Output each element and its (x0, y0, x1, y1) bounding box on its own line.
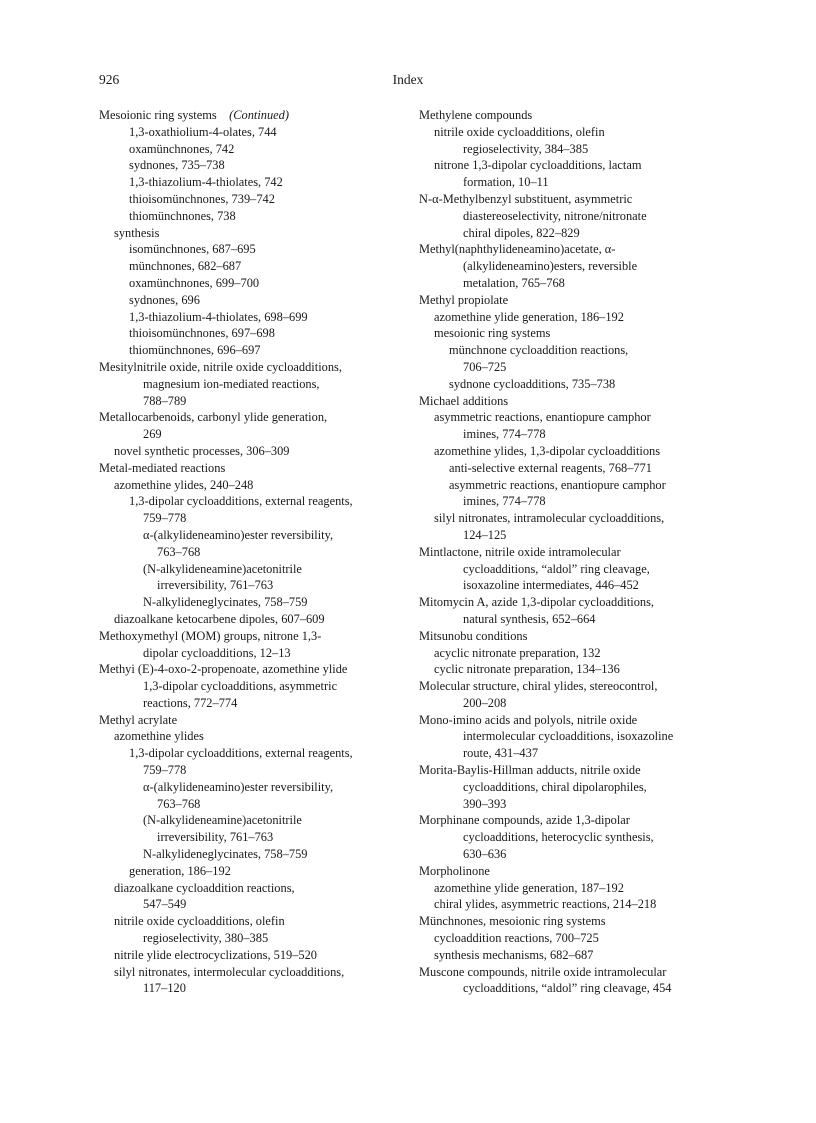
index-line (99, 930, 399, 947)
index-line (419, 477, 719, 494)
index-text: Methyl(naphthylideneamino)acetate, α- (419, 242, 616, 257)
index-line (419, 342, 719, 359)
index-text: isoxazoline intermediates, 446–452 (463, 578, 639, 593)
index-line (419, 527, 719, 544)
index-text: Methyl propiolate (419, 292, 509, 307)
index-text: acyclic nitronate preparation, 132 (434, 645, 601, 660)
index-line (99, 275, 399, 292)
index-line (419, 174, 719, 191)
index-line (99, 812, 399, 829)
index-text: reactions, 772–774 (143, 695, 238, 710)
index-line (99, 527, 399, 544)
index-text: azomethine ylides, 1,3-dipolar cycloadditions (434, 443, 661, 458)
index-line (99, 645, 399, 662)
index-text: 390–393 (463, 796, 507, 811)
index-text: dipolar cycloadditions, 12–13 (143, 645, 291, 660)
index-text: sydnones, 696 (129, 292, 200, 307)
index-line (99, 544, 399, 561)
index-text: diazoalkane cycloaddition reactions, (114, 880, 295, 895)
index-text: Mesoionic ring systems (99, 108, 217, 122)
index-line (419, 863, 719, 880)
index-text: Mintlactone, nitrile oxide intramolecular (419, 544, 621, 559)
index-line (419, 896, 719, 913)
index-line (99, 460, 399, 477)
index-text: azomethine ylide generation, 186–192 (434, 309, 624, 324)
page-header (99, 72, 717, 92)
index-text: Molecular structure, chiral ylides, stereocontrol, (419, 679, 658, 694)
index-text: Mitomycin A, azide 1,3-dipolar cycloadditions, (419, 595, 655, 610)
index-text: Mitsunobu conditions (419, 628, 528, 643)
index-line (419, 577, 719, 594)
index-text: intermolecular cycloadditions, isoxazoline (463, 729, 674, 744)
index-line (419, 493, 719, 510)
index-text: Michael additions (419, 393, 509, 408)
index-text: magnesium ion-mediated reactions, (143, 376, 320, 391)
index-line (419, 309, 719, 326)
index-text: metalation, 765–768 (463, 275, 565, 290)
index-line (99, 309, 399, 326)
index-line (99, 846, 399, 863)
index-line (419, 611, 719, 628)
index-text: diastereoselectivity, nitrone/nitronate (463, 208, 647, 223)
index-text: nitrile oxide cycloadditions, olefin (114, 914, 285, 929)
index-line (99, 762, 399, 779)
index-text: oxamünchnones, 699–700 (129, 275, 260, 290)
index-text: Morphinane compounds, azide 1,3-dipolar (419, 813, 630, 828)
index-text: 200–208 (463, 695, 507, 710)
index-line (419, 880, 719, 897)
index-line (419, 812, 719, 829)
index-text: nitrile oxide cycloadditions, olefin (434, 124, 605, 139)
index-line (99, 292, 399, 309)
running-title: Index (392, 72, 424, 87)
index-text: azomethine ylide generation, 187–192 (434, 880, 624, 895)
index-text: nitrone 1,3-dipolar cycloadditions, lactam (434, 158, 642, 173)
index-line (419, 645, 719, 662)
index-line (419, 325, 719, 342)
index-text: Methyi (E)-4-oxo-2-propenoate, azomethine ylide (99, 662, 348, 677)
index-text: α-(alkylideneamino)ester reversibility, (143, 779, 334, 794)
index-line (419, 544, 719, 561)
index-text: 1,3-oxathiolium-4-olates, 744 (129, 124, 277, 139)
index-line (419, 107, 719, 124)
index-line (419, 426, 719, 443)
index-text: Morpholinone (419, 863, 490, 878)
index-text: Methoxymethyl (MOM) groups, nitrone 1,3- (99, 628, 322, 643)
index-text: mesoionic ring systems (434, 326, 551, 341)
index-line (419, 460, 719, 477)
index-text: thioisomünchnones, 739–742 (129, 191, 275, 206)
index-text: 1,3-thiazolium-4-thiolates, 742 (129, 175, 283, 190)
index-text: regioselectivity, 380–385 (143, 931, 269, 946)
index-line (419, 779, 719, 796)
index-line (419, 728, 719, 745)
index-line (99, 510, 399, 527)
index-line (419, 695, 719, 712)
index-text: asymmetric reactions, enantiopure camphor (449, 477, 666, 492)
index-line (99, 157, 399, 174)
index-text: imines, 774–778 (463, 494, 546, 509)
index-line (419, 124, 719, 141)
index-text: regioselectivity, 384–385 (463, 141, 589, 156)
index-line (419, 258, 719, 275)
index-text: 269 (143, 427, 162, 442)
index-text: N-α-Methylbenzyl substituent, asymmetric (419, 191, 633, 206)
index-text: Mesitylnitrile oxide, nitrile oxide cycloadditions, (99, 359, 342, 374)
index-line (419, 762, 719, 779)
index-line (99, 208, 399, 225)
index-line (99, 695, 399, 712)
index-text: silyl nitronates, intermolecular cycloadditions, (114, 964, 345, 979)
index-line (99, 241, 399, 258)
index-text: α-(alkylideneamino)ester reversibility, (143, 527, 334, 542)
index-line (99, 594, 399, 611)
index-text: asymmetric reactions, enantiopure camphor (434, 410, 651, 425)
index-text: 1,3-dipolar cycloadditions, asymmetric (143, 679, 338, 694)
index-line (419, 947, 719, 964)
index-line (99, 225, 399, 242)
index-line (419, 443, 719, 460)
index-line (99, 258, 399, 275)
index-text: Methylene compounds (419, 108, 533, 122)
continued-label: (Continued) (229, 108, 289, 122)
index-line (99, 728, 399, 745)
index-text: 117–120 (143, 981, 186, 996)
index-line (99, 896, 399, 913)
index-text: formation, 10–11 (463, 175, 549, 190)
index-line (419, 829, 719, 846)
index-text: 1,3-dipolar cycloadditions, external reagents, (129, 494, 353, 509)
index-text: irreversibility, 761–763 (157, 578, 274, 593)
index-line (419, 628, 719, 645)
index-text: 763–768 (157, 796, 201, 811)
index-text: 759–778 (143, 763, 187, 778)
index-text: 706–725 (463, 359, 507, 374)
index-line (99, 342, 399, 359)
index-text: Morita-Baylis-Hillman adducts, nitrile oxide (419, 763, 641, 778)
index-line (99, 393, 399, 410)
index-column-right (419, 107, 719, 997)
index-line (99, 174, 399, 191)
index-text: cyclic nitronate preparation, 134–136 (434, 662, 620, 677)
index-text: diazoalkane ketocarbene dipoles, 607–609 (114, 611, 325, 626)
index-line (99, 107, 399, 124)
index-text: cycloadditions, heterocyclic synthesis, (463, 830, 654, 845)
index-line (99, 980, 399, 997)
index-line (99, 678, 399, 695)
index-line (419, 241, 719, 258)
index-text: route, 431–437 (463, 746, 539, 761)
index-line (99, 880, 399, 897)
index-text: thioisomünchnones, 697–698 (129, 326, 275, 341)
index-text: generation, 186–192 (129, 863, 231, 878)
index-text: 763–768 (157, 544, 201, 559)
index-text: (N-alkylideneamine)acetonitrile (143, 561, 302, 576)
index-text: 547–549 (143, 897, 187, 912)
index-text: cycloadditions, “aldol” ring cleavage, (463, 561, 650, 576)
index-line (99, 325, 399, 342)
index-line (99, 359, 399, 376)
index-line (99, 191, 399, 208)
index-text: thiomünchnones, 738 (129, 208, 236, 223)
index-text: nitrile ylide electrocyclizations, 519–520 (114, 947, 318, 962)
index-text: (N-alkylideneamine)acetonitrile (143, 813, 302, 828)
index-text: isomünchnones, 687–695 (129, 242, 256, 257)
index-line (419, 661, 719, 678)
index-line (99, 712, 399, 729)
index-text: sydnones, 735–738 (129, 158, 225, 173)
index-line (419, 796, 719, 813)
index-line (99, 829, 399, 846)
index-text: Metallocarbenoids, carbonyl ylide generation, (99, 410, 328, 425)
page-number: 926 (99, 72, 120, 87)
index-column-left (99, 107, 399, 997)
index-text: novel synthetic processes, 306–309 (114, 443, 290, 458)
index-line (419, 964, 719, 981)
index-line (419, 594, 719, 611)
index-line (99, 477, 399, 494)
index-line (99, 779, 399, 796)
index-line (99, 661, 399, 678)
index-text: Mono-imino acids and polyols, nitrile oxide (419, 712, 638, 727)
index-text: cycloaddition reactions, 700–725 (434, 931, 599, 946)
index-line (419, 393, 719, 410)
index-text: 124–125 (463, 527, 507, 542)
index-line (419, 275, 719, 292)
index-text: azomethine ylides, 240–248 (114, 477, 254, 492)
index-line (99, 426, 399, 443)
index-text: Metal-mediated reactions (99, 460, 226, 475)
index-text: anti-selective external reagents, 768–771 (449, 460, 652, 475)
index-line (99, 493, 399, 510)
index-text: 788–789 (143, 393, 187, 408)
index-line (99, 947, 399, 964)
index-text: 630–636 (463, 847, 507, 862)
index-line (419, 157, 719, 174)
index-text: chiral dipoles, 822–829 (463, 225, 580, 240)
index-line (419, 141, 719, 158)
index-line (419, 510, 719, 527)
index-text: N-alkylideneglycinates, 758–759 (143, 847, 308, 862)
index-line (99, 745, 399, 762)
index-line (419, 561, 719, 578)
index-line (419, 712, 719, 729)
index-line (99, 796, 399, 813)
index-line (419, 191, 719, 208)
index-line (99, 611, 399, 628)
index-text: münchnone cycloaddition reactions, (449, 343, 629, 358)
index-line (99, 409, 399, 426)
index-line (99, 124, 399, 141)
index-line (419, 409, 719, 426)
index-line (99, 443, 399, 460)
index-text: irreversibility, 761–763 (157, 830, 274, 845)
index-text: synthesis (114, 225, 160, 240)
index-text: thiomünchnones, 696–697 (129, 343, 261, 358)
index-line (419, 359, 719, 376)
index-line (419, 980, 719, 997)
index-text: chiral ylides, asymmetric reactions, 214–218 (434, 897, 657, 912)
index-text: cycloadditions, chiral dipolarophiles, (463, 779, 647, 794)
index-text: Methyl acrylate (99, 712, 178, 727)
index-line (419, 745, 719, 762)
index-text: silyl nitronates, intramolecular cycloadditions, (434, 511, 665, 526)
index-line (419, 913, 719, 930)
index-text: azomethine ylides (114, 729, 204, 744)
index-line (419, 376, 719, 393)
index-line (99, 561, 399, 578)
index-line (99, 628, 399, 645)
index-text: 1,3-thiazolium-4-thiolates, 698–699 (129, 309, 308, 324)
index-line (419, 292, 719, 309)
index-line (99, 141, 399, 158)
index-text: münchnones, 682–687 (129, 259, 242, 274)
index-text: Muscone compounds, nitrile oxide intramolecular (419, 964, 667, 979)
index-text: cycloadditions, “aldol” ring cleavage, 454 (463, 981, 672, 996)
index-text: N-alkylideneglycinates, 758–759 (143, 595, 308, 610)
index-line (419, 846, 719, 863)
index-line (99, 376, 399, 393)
index-line (99, 863, 399, 880)
index-line (419, 208, 719, 225)
index-text: 1,3-dipolar cycloadditions, external reagents, (129, 746, 353, 761)
index-text: 759–778 (143, 511, 187, 526)
index-text: sydnone cycloadditions, 735–738 (449, 376, 616, 391)
index-line (99, 577, 399, 594)
index-line (99, 964, 399, 981)
index-text: oxamünchnones, 742 (129, 141, 235, 156)
index-text: imines, 774–778 (463, 427, 546, 442)
index-line (419, 678, 719, 695)
index-line (419, 930, 719, 947)
index-text: (alkylideneamino)esters, reversible (463, 259, 638, 274)
index-text: synthesis mechanisms, 682–687 (434, 947, 594, 962)
index-text: Münchnones, mesoionic ring systems (419, 914, 606, 929)
index-line (419, 225, 719, 242)
index-text: natural synthesis, 652–664 (463, 611, 596, 626)
index-line (99, 913, 399, 930)
